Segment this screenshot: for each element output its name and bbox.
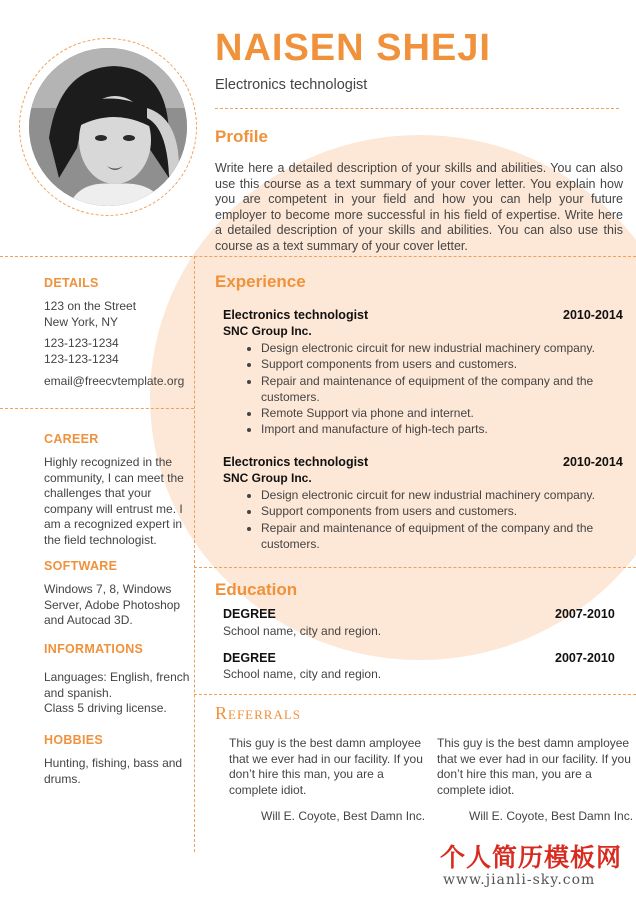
job-2-bullets [223,487,631,552]
edu-1-years: 2007-2010 [555,607,615,621]
list-item: • Remote Support via phone and internet. [261,405,631,421]
education-heading: Education [215,580,298,599]
job-2-company: SNC Group Inc. [223,471,312,485]
referral-1-quote: This guy is the best damn amployee that we ever had in our facility. If you don’t hire this man, you are a complete idiot. [229,736,423,797]
header-divider [215,108,619,109]
informations-languages: Languages: English, french and spanish. [44,670,190,700]
informations-heading: INFORMATIONS [44,642,144,656]
job-1-company: SNC Group Inc. [223,324,312,338]
address-line-1: 123 on the Street [44,299,137,313]
referrals-heading: Referrals [215,703,302,723]
experience-heading: Experience [215,272,306,291]
edu-2-degree: DEGREE [223,651,276,665]
list-item: • Design electronic circuit for new industrial machinery company. [261,340,631,356]
informations-license: Class 5 driving license. [44,701,167,715]
edu-1-school: School name, city and region. [223,624,382,638]
phone-2: 123-123-1234 [44,352,119,366]
person-name: NAISEN SHEJI [215,27,491,69]
job-2-years: 2010-2014 [563,455,623,469]
details-heading: DETAILS [44,276,99,290]
edu-2-school: School name, city and region. [223,667,382,681]
software-heading: SOFTWARE [44,559,118,573]
list-item: • Repair and maintenance of equipment of the company and the customers. [261,373,631,406]
career-text: Highly recognized in the community, I can meet the challenges that your company will entrust me. I am a recognized expert in the field technologist. [44,455,184,547]
divider-sidebar [194,256,195,852]
address-line-2: New York, NY [44,315,119,329]
list-item: • Design electronic circuit for new industrial machinery company. [261,487,631,503]
job-1-bullets [223,340,631,438]
career-heading: CAREER [44,432,99,446]
referral-1-author: Will E. Coyote, Best Damn Inc. [261,809,426,823]
edu-1-degree: DEGREE [223,607,276,621]
list-item: • Support components from users and customers. [261,356,631,372]
list-item: • Support components from users and customers. [261,503,631,519]
job-2-title: Electronics technologist [223,455,369,469]
list-item: • Import and manufacture of high-tech parts. [261,421,631,437]
list-item: • Repair and maintenance of equipment of the company and the customers. [261,520,631,553]
divider-sidebar-details [0,408,194,409]
referral-2-quote: This guy is the best damn amployee that we ever had in our facility. If you don’t hire this man, you are a complete idiot. [437,736,631,797]
software-text: Windows 7, 8, Windows Server, Adobe Photoshop and Autocad 3D. [44,582,181,627]
divider-education [194,694,636,695]
watermark-chinese: 个人简历模板网 [440,843,623,872]
email: email@freecvtemplate.org [44,374,185,388]
divider-experience [194,567,636,568]
person-title: Electronics technologist [215,77,368,93]
divider-upper [0,256,636,257]
hobbies-text: Hunting, fishing, bass and drums. [44,756,183,786]
hobbies-heading: HOBBIES [44,733,104,747]
phone-1: 123-123-1234 [44,336,119,350]
profile-heading: Profile [215,127,268,146]
watermark-url: www.jianli-sky.com [443,872,596,888]
avatar [29,48,187,206]
job-1-title: Electronics technologist [223,308,369,322]
job-1-years: 2010-2014 [563,308,623,322]
profile-text: Write here a detailed description of your skills and abilities. You can also use this course as a text summary of your cover letter. You explain how you are competent in your field and how you can help your future employer to become more successful in his field of expertise. Write here a detailed description of your skills and abilities. You can also use this course as a text summary of your cover letter. [215,161,623,253]
referral-2-author: Will E. Coyote, Best Damn Inc. [469,809,634,823]
edu-2-years: 2007-2010 [555,651,615,665]
